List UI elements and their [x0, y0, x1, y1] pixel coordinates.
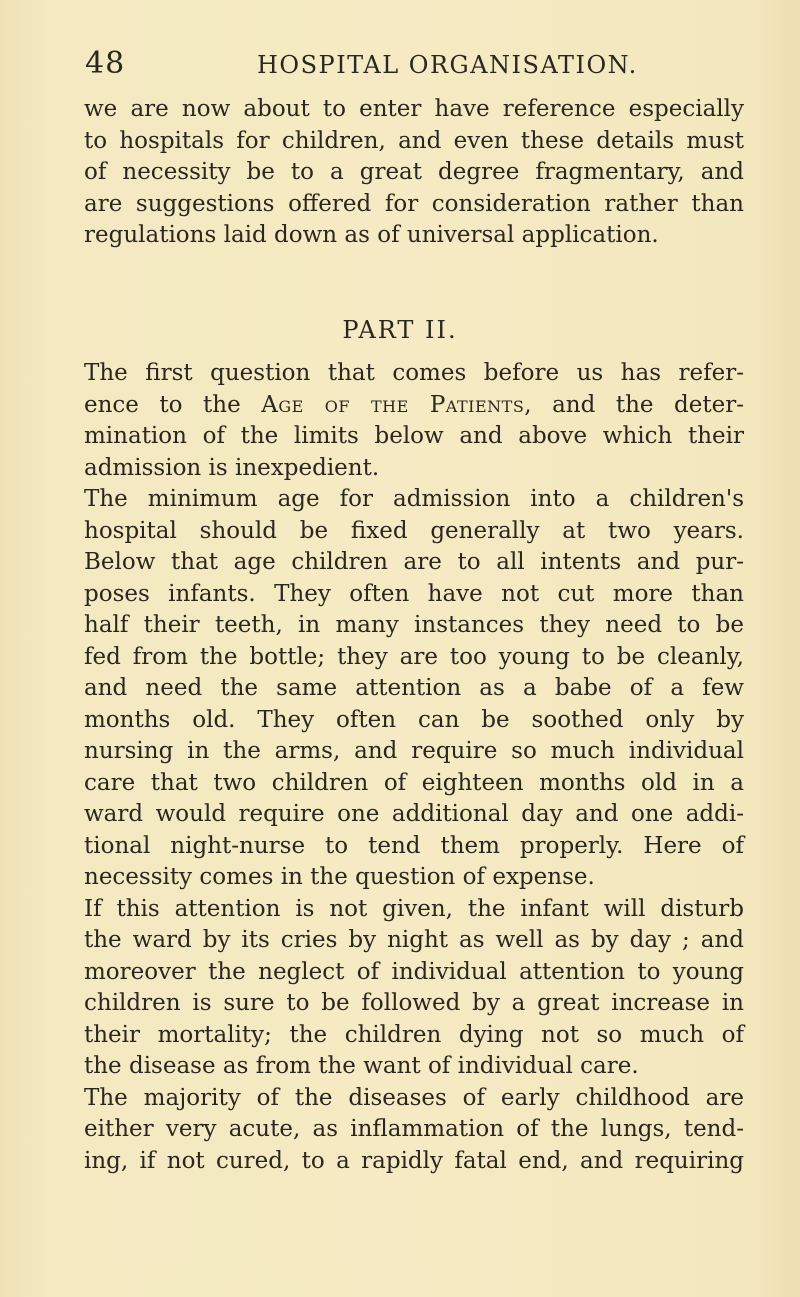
text-fragment: , and the deter-	[524, 391, 744, 418]
text-line: necessity comes in the question of expense.	[84, 864, 595, 890]
text-line: children is sure to be followed by a great increase in	[84, 990, 744, 1016]
text-line: The majority of the diseases of early childhood are	[84, 1084, 744, 1111]
body-text	[84, 358, 744, 1177]
text-line: we are now about to enter have reference especially	[84, 96, 744, 122]
text-line: hospital should be fixed generally at two years.	[84, 517, 744, 544]
text-line: and need the same attention as a babe of a few	[84, 675, 744, 701]
text-line: the ward by its cries by night as well as by day ; and	[84, 927, 744, 953]
text-line: nursing in the arms, and require so much individual	[84, 738, 744, 764]
small-caps-term: Age of the Patients	[261, 391, 525, 418]
text-line: half their teeth, in many instances they need to be	[84, 612, 744, 638]
running-title: HOSPITAL ORGANISATION.	[257, 51, 638, 79]
text-line: regulations laid down as of universal application.	[84, 222, 659, 248]
text-line: The minimum age for admission into a children's	[84, 486, 744, 512]
running-head	[85, 46, 735, 86]
text-line: If this attention is not given, the infant will disturb	[84, 895, 744, 922]
text-line: are suggestions offered for consideration rather than	[84, 190, 744, 217]
text-line: care that two children of eighteen months old in a	[84, 769, 744, 796]
text-line: ing, if not cured, to a rapidly fatal end, and requiring	[84, 1147, 744, 1174]
text-line: their mortality; the children dying not so much of	[84, 1021, 744, 1048]
text-line: to hospitals for children, and even these details must	[84, 127, 744, 154]
intro-paragraph	[84, 94, 744, 252]
text-fragment: ence to the	[84, 391, 262, 418]
text-line: months old. They often can be soothed only by	[84, 706, 744, 733]
text-line: mination of the limits below and above which their	[84, 423, 744, 449]
text-line	[84, 390, 744, 422]
page-number: 48	[85, 46, 126, 81]
text-line: either very acute, as inflammation of the lungs, tend-	[84, 1116, 744, 1142]
part-heading: PART II.	[342, 316, 458, 344]
text-line: admission is inexpedient.	[84, 454, 380, 481]
text-line: moreover the neglect of individual attention to young	[84, 958, 744, 985]
text-line: the disease as from the want of individual care.	[84, 1053, 639, 1079]
text-line: Below that age children are to all intents and pur-	[84, 549, 744, 575]
text-line: poses infants. They often have not cut more than	[84, 580, 744, 607]
text-line: of necessity be to a great degree fragmentary, and	[84, 159, 744, 185]
text-line: The first question that comes before us has refer-	[84, 360, 744, 386]
text-line: tional night-nurse to tend them properly. Here of	[84, 832, 744, 859]
text-line: ward would require one additional day and one addi-	[84, 801, 744, 827]
text-line: fed from the bottle; they are too young to be cleanly,	[84, 643, 744, 670]
